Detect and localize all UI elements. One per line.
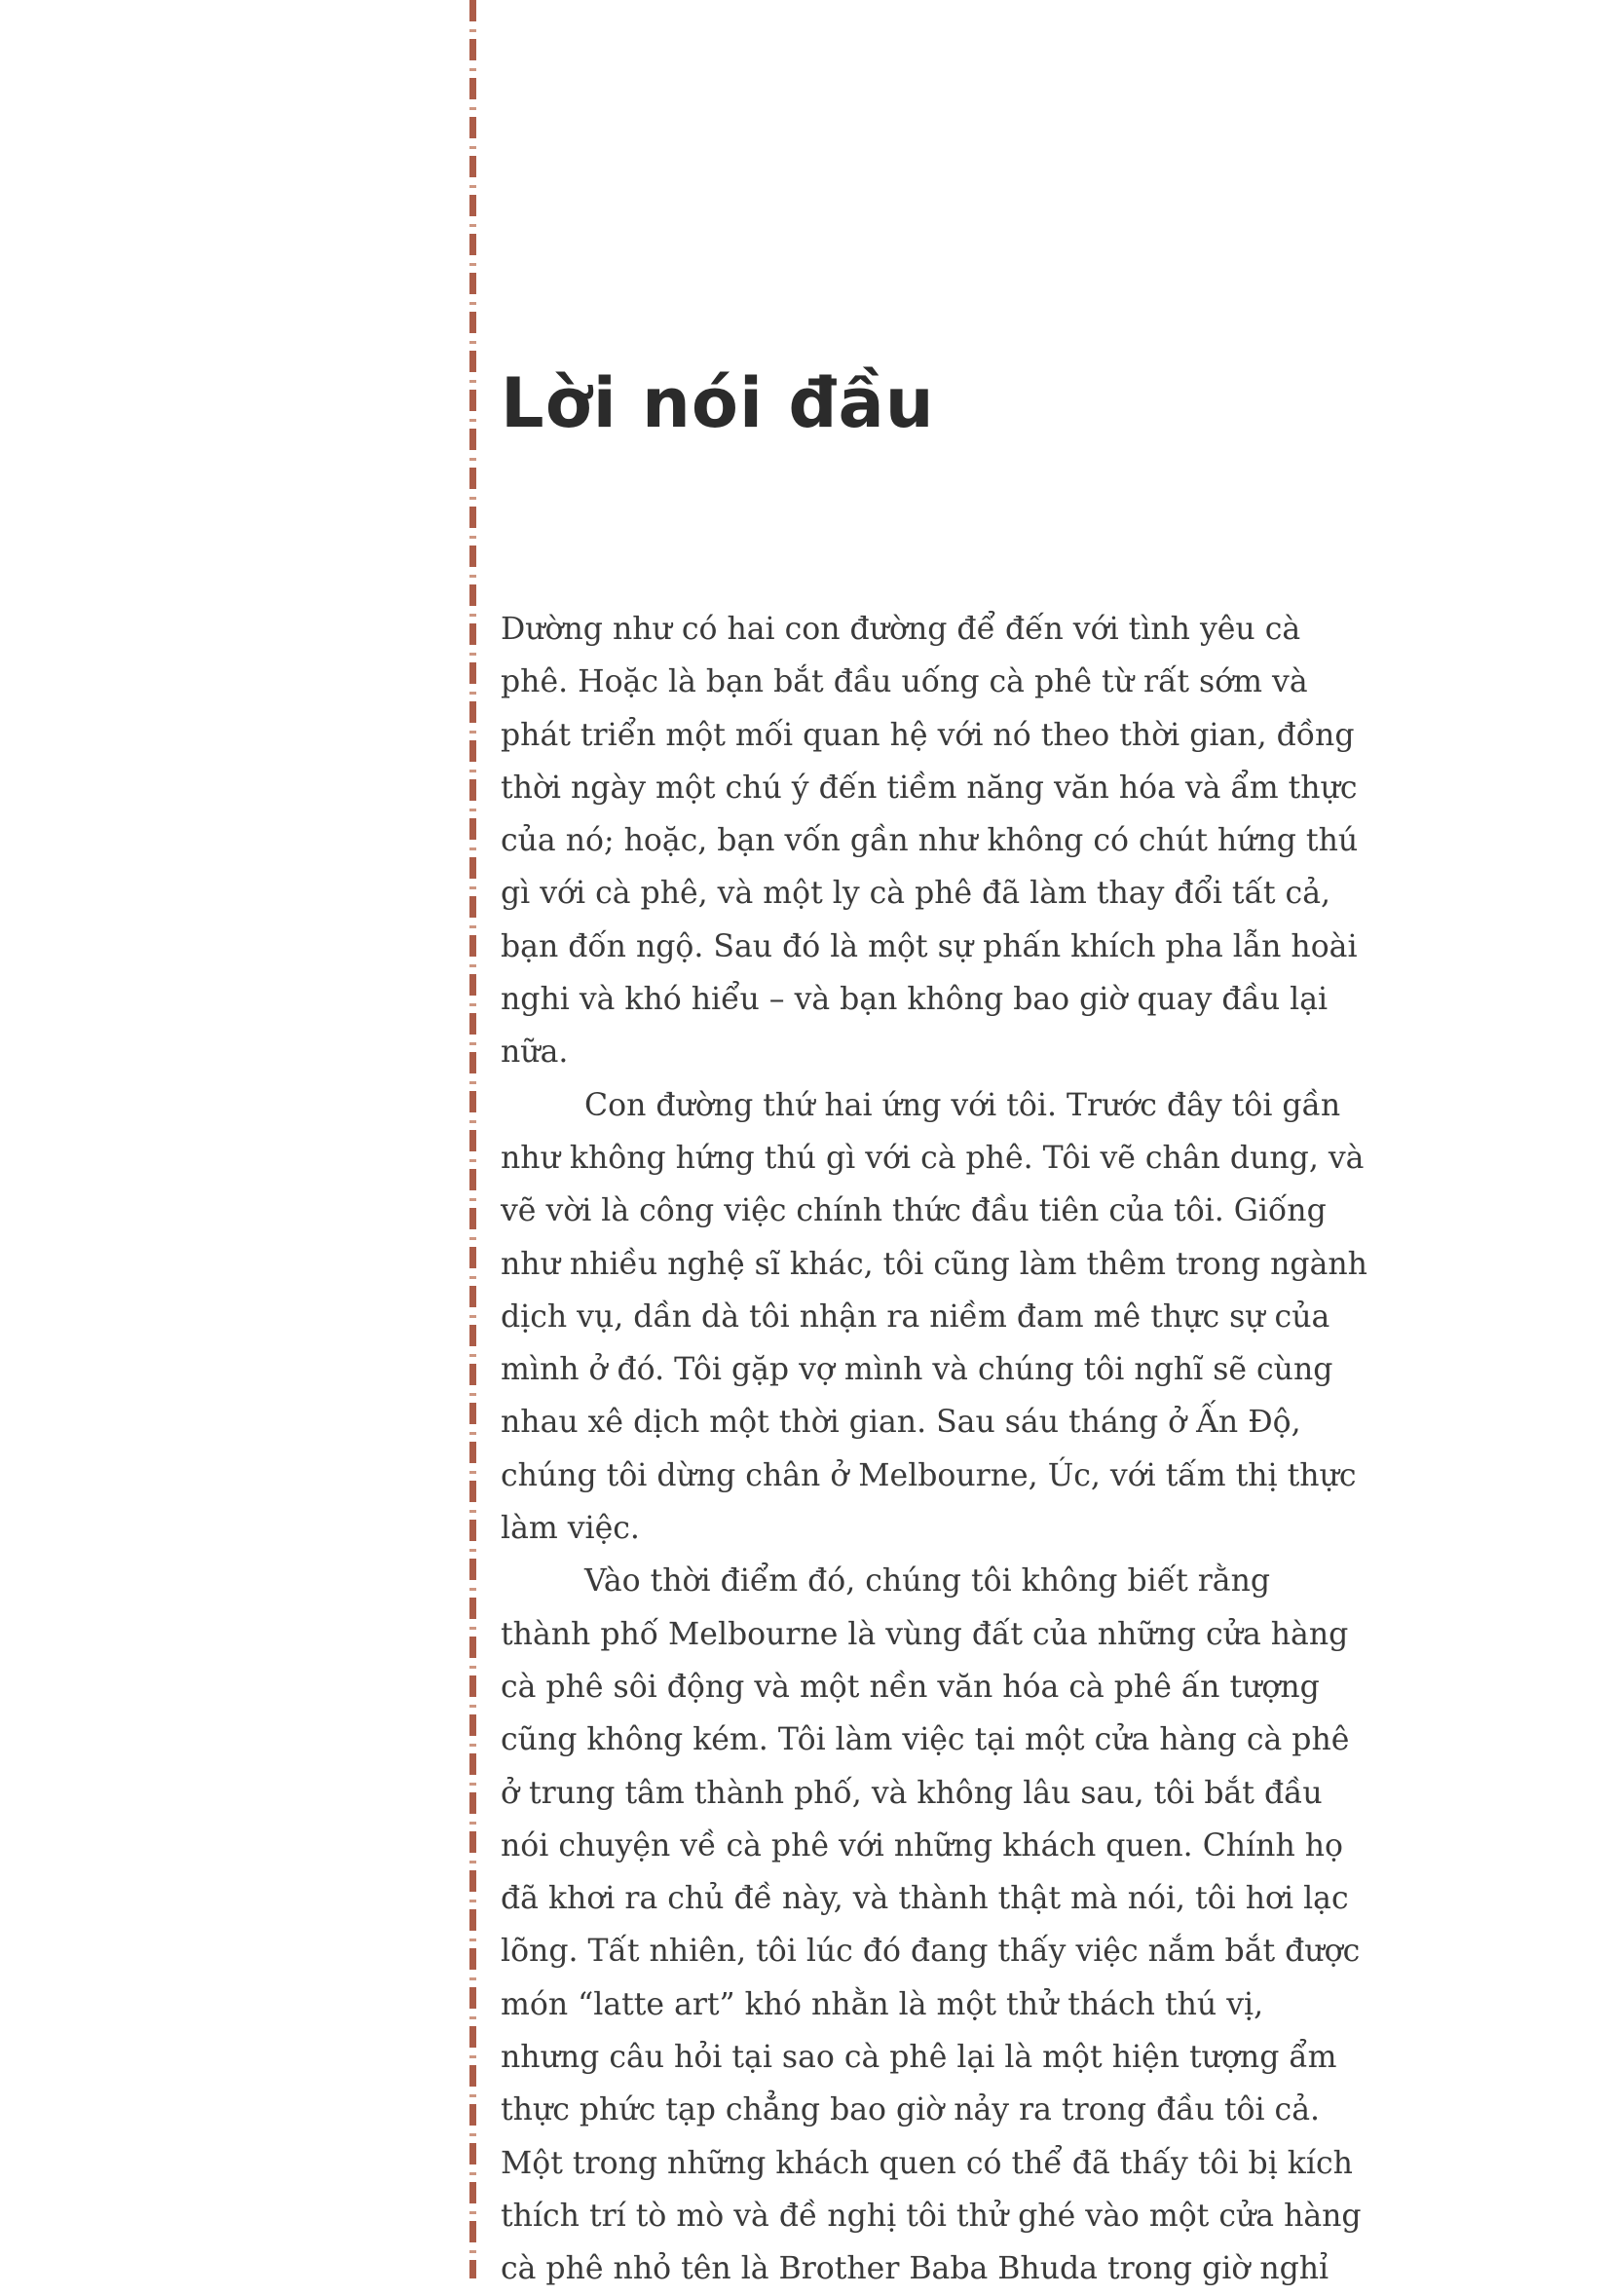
chapter-title: Lời nói đầu xyxy=(501,363,935,443)
body-text xyxy=(501,603,1367,2296)
paragraph-3: Vào thời điểm đó, chúng tôi không biết rằng thành phố Melbourne là vùng đất của những cửa hàng cà phê sôi động và một nền văn hóa cà phê ấn tượng cũng không kém. Tôi làm việc tại một cửa hàng cà phê ở trung tâm thành phố, và không lâu sau, tôi bắt đầu nói chuyện về cà phê với những khách quen. Chính họ đã khơi ra chủ đề này, và thành thật mà nói, tôi hơi lạc lõng. Tất nhiên, tôi lúc đó đang thấy việc nắm bắt được món “latte art” khó nhằn là một thử thách thú vị, nhưng câu hỏi tại sao cà phê lại là một hiện tượng ẩm thực phức tạp chẳng bao giờ nảy ra trong đầu tôi cả. Một trong những khách quen có thể đã thấy tôi bị kích thích trí tò mò và đề nghị tôi thử ghé vào một cửa hàng cà phê nhỏ tên là Brother Baba Bhuda trong giờ nghỉ xyxy=(501,1563,1362,2287)
paragraph-2: Con đường thứ hai ứng với tôi. Trước đây tôi gần như không hứng thú gì với cà phê. Tôi vẽ chân dung, và vẽ vời là công việc chính thức đầu tiên của tôi. Giống như nhiều nghệ sĩ khác, tôi cũng làm thêm trong ngành dịch vụ, dần dà tôi nhận ra niềm đam mê thực sự của mình ở đó. Tôi gặp vợ mình và chúng tôi nghĩ sẽ cùng nhau xê dịch một thời gian. Sau sáu tháng ở Ấn Độ, chúng tôi dừng chân ở Melbourne, Úc, với tấm thị thực làm việc. xyxy=(501,1087,1367,1547)
decorative-dashed-rule xyxy=(469,0,476,2278)
paragraph-1: Dường như có hai con đường để đến với tình yêu cà phê. Hoặc là bạn bắt đầu uống cà phê từ rất sớm và phát triển một mối quan hệ với nó theo thời gian, đồng thời ngày một chú ý đến tiềm năng văn hóa và ẩm thực của nó; hoặc, bạn vốn gần như không có chút hứng thú gì với cà phê, và một ly cà phê đã làm thay đổi tất cả, bạn đốn ngộ. Sau đó là một sự phấn khích pha lẫn hoài nghi và khó hiểu – và bạn không bao giờ quay đầu lại nữa. xyxy=(501,612,1359,1071)
